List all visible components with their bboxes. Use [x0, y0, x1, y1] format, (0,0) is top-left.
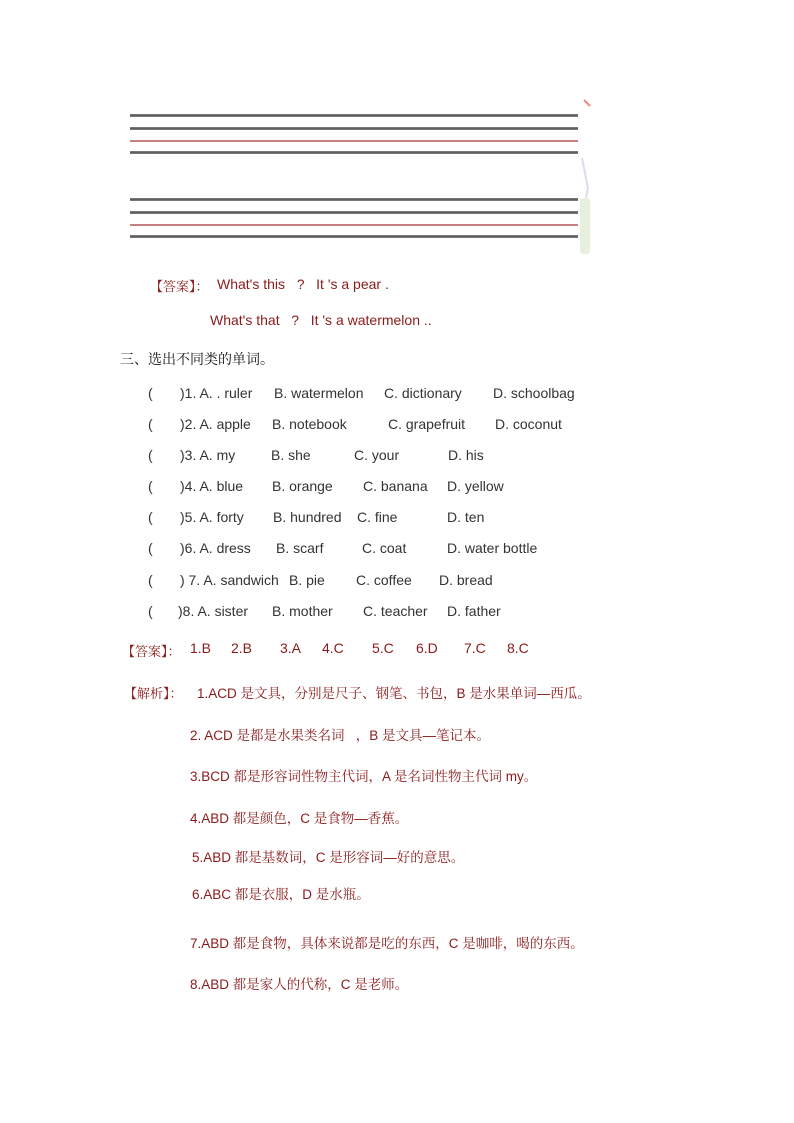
answer-item: 4.C — [322, 640, 344, 656]
answer-blank[interactable]: ( — [148, 385, 153, 401]
analysis-line: 5.ABD 都是基数词，C 是形容词—好的意思。 — [192, 850, 465, 865]
option-num: ) 7. A. sandwich — [180, 572, 279, 588]
option-d: D. bread — [439, 572, 493, 588]
writing-line — [130, 151, 578, 154]
option-b: B. watermelon — [274, 385, 364, 401]
option-b: B. she — [271, 447, 311, 463]
option-b: B. notebook — [272, 416, 347, 432]
writing-line — [130, 224, 578, 226]
answer-blank[interactable]: ( — [148, 447, 153, 463]
option-d: D. coconut — [495, 416, 562, 432]
option-c: C. coffee — [356, 572, 412, 588]
answer-item: 6.D — [416, 640, 438, 656]
answer-item: 8.C — [507, 640, 529, 656]
writing-lines-bottom — [130, 196, 578, 241]
option-d: D. father — [447, 603, 501, 619]
answer-line-1: What's this ? It 's a pear . — [217, 276, 389, 292]
analysis-line: 3.BCD 都是形容词性物主代词，A 是名词性物主代词 my。 — [190, 769, 538, 784]
option-c: C. teacher — [363, 603, 428, 619]
option-c: C. banana — [363, 478, 428, 494]
option-d: D. his — [448, 447, 484, 463]
answer-item: 1.B — [190, 640, 212, 656]
option-num: )2. A. apple — [180, 416, 251, 432]
option-num: )8. A. sister — [178, 603, 249, 619]
answer-tag: 【答案】： — [150, 279, 209, 294]
option-b: B. hundred — [273, 509, 342, 525]
writing-line — [130, 114, 578, 117]
option-num: )5. A. forty — [180, 509, 244, 525]
analysis-line: 2. ACD 是都是水果类名词 ，B 是文具—笔记本。 — [190, 728, 491, 743]
option-num: )6. A. dress — [180, 540, 251, 556]
option-b: B. pie — [289, 572, 325, 588]
option-c: C. your — [354, 447, 400, 463]
answer-item: 2.B — [231, 640, 253, 656]
analysis-line: 1.ACD 是文具，分别是尺子、钢笔、书包，B 是水果单词—西瓜。 — [197, 686, 591, 701]
analysis-tag: 【解析】： — [124, 686, 183, 701]
option-c: C. fine — [357, 509, 398, 525]
answer-tag: 【答案】： — [122, 644, 181, 659]
writing-line — [130, 140, 578, 142]
answer-blank[interactable]: ( — [148, 603, 153, 619]
option-d: D. ten — [447, 509, 485, 525]
writing-line — [130, 235, 578, 238]
option-num: )4. A. blue — [180, 478, 244, 494]
answer-item: 5.C — [372, 640, 394, 656]
analysis-line: 8.ABD 都是家人的代称，C 是老师。 — [190, 977, 409, 992]
option-c: C. grapefruit — [388, 416, 466, 432]
writing-line — [130, 211, 578, 214]
analysis-line: 4.ABD 都是颜色，C 是食物—香蕉。 — [190, 811, 409, 826]
option-b: B. mother — [272, 603, 333, 619]
option-b: B. orange — [272, 478, 333, 494]
answer-blank[interactable]: ( — [148, 572, 153, 588]
option-d: D. schoolbag — [493, 385, 575, 401]
answer-item: 3.A — [280, 640, 302, 656]
option-c: C. coat — [362, 540, 407, 556]
option-num: )3. A. my — [180, 447, 236, 463]
answer-line-2: What's that ? It 's a watermelon .. — [210, 312, 432, 328]
answer-item: 7.C — [464, 640, 486, 656]
answer-blank[interactable]: ( — [148, 416, 153, 432]
section-title: 三、选出不同类的单词。 — [120, 351, 274, 367]
answer-blank[interactable]: ( — [148, 478, 153, 494]
analysis-line: 6.ABC 都是衣服，D 是水瓶。 — [192, 887, 370, 902]
analysis-line: 7.ABD 都是食物，具体来说都是吃的东西，C 是咖啡，喝的东西。 — [190, 936, 584, 951]
writing-line — [130, 198, 578, 201]
writing-lines-top — [130, 112, 578, 157]
option-c: C. dictionary — [384, 385, 462, 401]
option-d: D. water bottle — [447, 540, 538, 556]
answer-blank[interactable]: ( — [148, 509, 153, 525]
writing-line — [130, 127, 578, 130]
decoration-graphic — [578, 98, 592, 258]
option-d: D. yellow — [447, 478, 504, 494]
option-num: )1. A. . ruler — [180, 385, 253, 401]
option-b: B. scarf — [276, 540, 324, 556]
answer-blank[interactable]: ( — [148, 540, 153, 556]
